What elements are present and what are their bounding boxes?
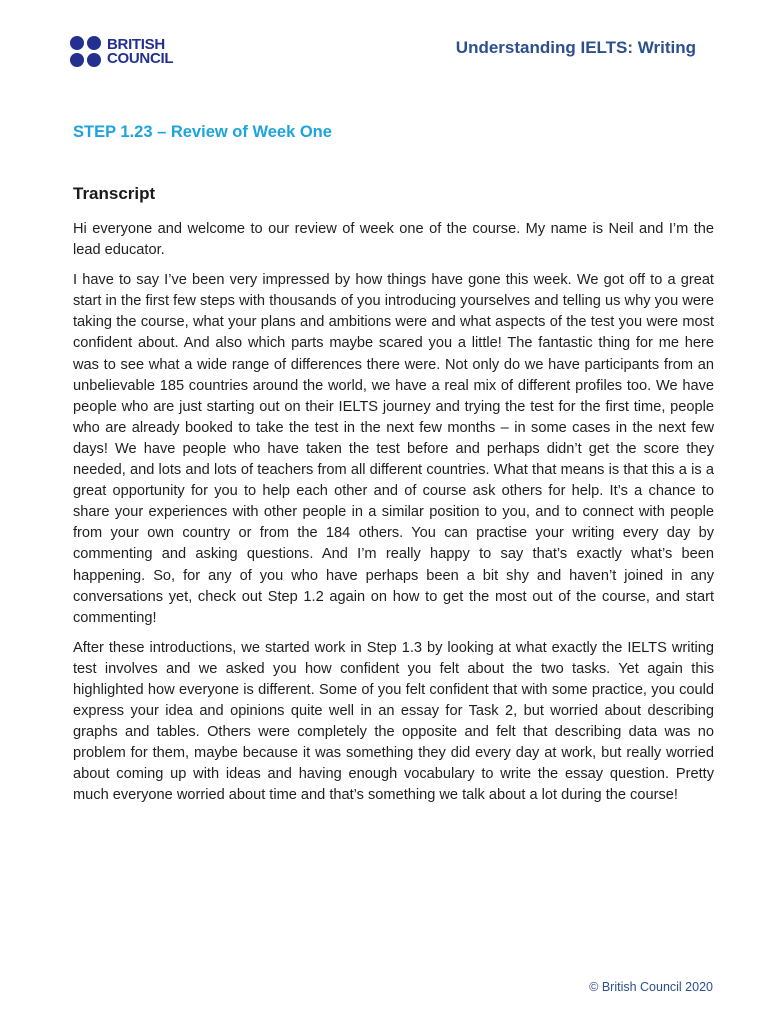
logo-dots-icon [70,36,101,67]
paragraph: Hi everyone and welcome to our review of week one of the course. My name is Neil and I’m the lead educator. [73,221,714,259]
logo-line-2: COUNCIL [107,49,174,67]
document-header-title: Understanding IELTS: Writing [455,38,696,57]
logo-line-1: BRITISH [107,35,165,53]
copyright-footer: © British Council 2020 [589,980,713,994]
paragraph: After these introductions, we started work in Step 1.3 by looking at what exactly the IELTS writing test involves and we asked you how confident you felt about the two tasks. Yet again this highlighted how everyone is different. Some of you felt confident that with some practice, you could express your idea and opinions quite well in an essay for Task 2, but worried about describing graphs and tables. Others were completely the opposite and felt that describing data was no problem for them, maybe because it was something they did every day at work, but really worried about coming up with ideas and having enough vocabulary to write the essay question. Pretty much everyone worried about time and that’s something we talk about a lot during the course! [73,639,714,804]
transcript-heading: Transcript [73,184,156,203]
step-title: STEP 1.23 – Review of Week One [73,123,332,141]
british-council-logo [70,36,173,67]
transcript-body [73,219,714,816]
paragraph: I have to say I’ve been very impressed by how things have gone this week. We got off to a great start in the first few steps with thousands of you introducing yourselves and telling us why you were taking the course, what your plans and ambitions were and what aspects of the test you were most confident about. And also which parts maybe scared you a little! The fantastic thing for me here was to see what a wide range of differences there were. Not only do we have participants from an unbelievable 185 countries around the world, we have a real mix of different profiles too. We have people who are just starting out on their IELTS journey and trying the test for the first time, people who are already booked to take the test in the next few months – in some cases in the next few days! We have people who have taken the test before and perhaps didn’t get the score they needed, and lots and lots of teachers from all different countries. What that means is that this a is a great opportunity for you to help each other and of course ask others for help. It’s a chance to share your experiences with other people in a similar position to you, and to connect with people from your own country or from the 184 others. You can practise your writing every day by commenting and asking questions. And I’m really happy to say that’s exactly what’s been happening. So, for any of you who have perhaps been a bit shy and haven’t joined in any conversations yet, check out Step 1.2 again on how to get the most out of the course, and start commenting! [73,272,714,626]
logo-wordmark [107,35,174,67]
